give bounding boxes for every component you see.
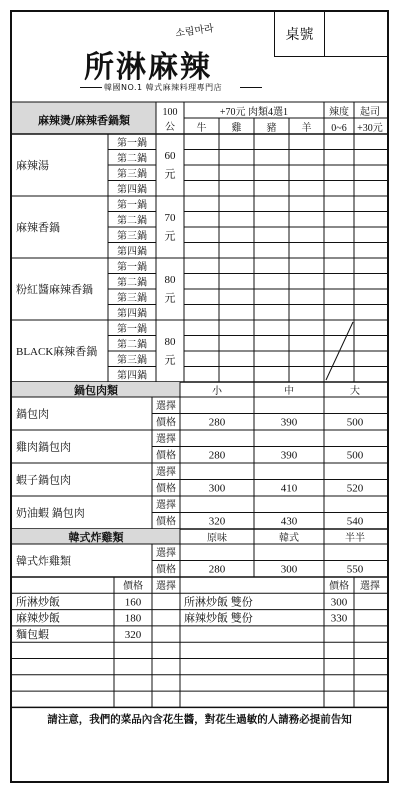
others-right-price-header: 價格 — [329, 581, 349, 592]
option-cell-1-1-2[interactable] — [254, 212, 289, 228]
option-cell-0-1-0[interactable] — [184, 150, 219, 166]
pot-rice-select-label-3: 選擇 — [156, 500, 176, 511]
fried-chicken-price-label: 價格 — [156, 564, 176, 576]
pot-rice-price-3-2: 540 — [346, 515, 364, 528]
pot-rice-price-2-2: 520 — [346, 482, 364, 495]
pot-rice-size-2: 大 — [350, 386, 360, 397]
others-left-price-header: 價格 — [123, 581, 143, 592]
pot-rice-price-1-0: 280 — [208, 449, 226, 462]
option-cell-2-1-0[interactable] — [184, 274, 219, 290]
fried-chicken-flavor-2: 半半 — [345, 533, 365, 544]
option-cell-3-1-3[interactable] — [289, 336, 324, 352]
hotpot-item-unit-1: 元 — [164, 230, 176, 243]
option-cell-0-2-0[interactable] — [184, 165, 219, 181]
option-cell-1-0-4[interactable] — [324, 196, 354, 212]
option-cell-2-0-2[interactable] — [254, 258, 289, 274]
others-right-select-header: 選擇 — [360, 581, 380, 592]
pot-rice-item-1: 雞肉鍋包肉 — [16, 441, 71, 454]
option-cell-0-0-3[interactable] — [289, 134, 324, 150]
option-cell-3-2-4[interactable] — [324, 351, 354, 367]
round-label-1-3: 第四鍋 — [117, 246, 147, 258]
option-cell-2-3-5[interactable] — [354, 305, 387, 321]
hotpot-item-0: 麻辣湯 — [16, 160, 49, 172]
pot-rice-select-label-0: 選擇 — [156, 401, 176, 412]
option-cell-1-1-0[interactable] — [184, 212, 219, 228]
option-cell-1-0-5[interactable] — [354, 196, 387, 212]
option-cell-1-1-5[interactable] — [354, 212, 387, 228]
option-cell-1-2-3[interactable] — [289, 227, 324, 243]
pot-rice-price-label-3: 價格 — [156, 516, 176, 528]
option-cell-2-1-2[interactable] — [254, 274, 289, 290]
option-cell-3-0-4[interactable] — [324, 320, 354, 336]
round-label-1-0: 第一鍋 — [117, 200, 147, 211]
logo-title: 所淋麻辣 — [84, 50, 212, 85]
hotpot-item-unit-3: 元 — [164, 354, 176, 367]
option-cell-2-3-3[interactable] — [289, 305, 324, 321]
pot-rice-price-2-1: 410 — [280, 482, 298, 495]
fried-chicken-select-cell-1[interactable] — [254, 544, 324, 561]
pot-rice-item-3: 奶油蝦 鍋包肉 — [16, 507, 85, 520]
option-cell-1-3-1[interactable] — [219, 243, 254, 259]
option-cell-0-0-5[interactable] — [354, 134, 387, 150]
pot-rice-select-cell-0-0[interactable] — [180, 397, 254, 414]
option-cell-0-0-1[interactable] — [219, 134, 254, 150]
option-cell-1-0-0[interactable] — [184, 196, 219, 212]
option-cell-2-1-1[interactable] — [219, 274, 254, 290]
option-cell-3-0-2[interactable] — [254, 320, 289, 336]
others-left-select-cell-0[interactable] — [152, 593, 180, 609]
fried-chicken-flavor-0: 原味 — [207, 533, 227, 544]
hotpot-item-price-0: 60 — [164, 149, 176, 162]
option-cell-3-1-0[interactable] — [184, 336, 219, 352]
fried-chicken-select-cell-0[interactable] — [180, 544, 254, 561]
pot-rice-select-cell-3-1[interactable] — [254, 496, 324, 513]
option-cell-0-2-1[interactable] — [219, 165, 254, 181]
option-cell-3-3-0[interactable] — [184, 367, 219, 383]
pot-rice-price-0-1: 390 — [280, 416, 298, 429]
others-right-select-cell-1[interactable] — [354, 610, 387, 626]
option-cell-3-1-4[interactable] — [324, 336, 354, 352]
round-label-3-3: 第四鍋 — [117, 370, 147, 382]
hotpot-item-price-1: 70 — [164, 211, 176, 224]
footer-allergy-note: 請注意，我們的菜品內含花生醬，對花生過敏的人請務必提前告知 — [47, 713, 352, 726]
option-cell-3-1-1[interactable] — [219, 336, 254, 352]
pot-rice-price-label-2: 價格 — [156, 483, 176, 495]
option-cell-2-1-5[interactable] — [354, 274, 387, 290]
option-cell-1-3-3[interactable] — [289, 243, 324, 259]
option-cell-0-1-4[interactable] — [324, 150, 354, 166]
option-cell-3-2-2[interactable] — [254, 351, 289, 367]
option-cell-3-0-0[interactable] — [184, 320, 219, 336]
option-cell-2-2-3[interactable] — [289, 289, 324, 305]
round-label-0-2: 第三鍋 — [117, 169, 147, 180]
pot-rice-price-label-0: 價格 — [156, 417, 176, 429]
meat-option-1: 雞 — [231, 123, 242, 134]
round-label-2-0: 第一鍋 — [117, 262, 147, 273]
option-cell-0-3-3[interactable] — [289, 181, 324, 197]
others-left-price-2: 320 — [124, 628, 142, 641]
fried-chicken-price-1: 300 — [280, 563, 298, 576]
round-label-2-1: 第二鍋 — [117, 277, 147, 289]
pot-rice-price-2-0: 300 — [208, 482, 226, 495]
round-label-1-1: 第二鍋 — [117, 215, 147, 227]
pot-rice-select-cell-1-2[interactable] — [324, 430, 387, 447]
hotpot-price-header-unit: 公 — [165, 122, 175, 133]
fried-chicken-title: 韓式炸雞類 — [68, 531, 124, 544]
hotpot-item-3: BLACK麻辣香鍋 — [16, 346, 98, 358]
order-grid — [12, 12, 387, 781]
option-cell-2-1-3[interactable] — [289, 274, 324, 290]
round-label-3-1: 第二鍋 — [117, 339, 147, 351]
hotpot-item-price-2: 80 — [164, 273, 176, 286]
option-cell-3-3-5[interactable] — [354, 367, 387, 383]
others-left-select-cell-2[interactable] — [152, 626, 180, 642]
hotpot-item-price-3: 80 — [164, 335, 176, 348]
option-cell-1-2-4[interactable] — [324, 227, 354, 243]
hotpot-item-unit-0: 元 — [164, 168, 176, 181]
option-cell-1-2-0[interactable] — [184, 227, 219, 243]
option-cell-1-2-1[interactable] — [219, 227, 254, 243]
round-label-2-3: 第四鍋 — [117, 308, 147, 320]
option-cell-1-3-2[interactable] — [254, 243, 289, 259]
option-cell-3-2-1[interactable] — [219, 351, 254, 367]
option-cell-0-1-3[interactable] — [289, 150, 324, 166]
table-number-label: 桌號 — [274, 12, 324, 57]
hotpot-item-1: 麻辣香鍋 — [16, 222, 60, 234]
option-cell-1-2-5[interactable] — [354, 227, 387, 243]
pot-rice-select-cell-3-2[interactable] — [324, 496, 387, 513]
pot-rice-price-3-1: 430 — [280, 515, 298, 528]
option-cell-1-1-4[interactable] — [324, 212, 354, 228]
logo-subtitle: 韓國NO.1 韓式麻辣料理專門店 — [104, 83, 223, 92]
option-cell-2-0-3[interactable] — [289, 258, 324, 274]
option-cell-0-1-5[interactable] — [354, 150, 387, 166]
cheese-header: 起司 — [360, 107, 380, 118]
pot-rice-select-cell-2-2[interactable] — [324, 463, 387, 480]
option-cell-1-0-1[interactable] — [219, 196, 254, 212]
option-cell-2-0-1[interactable] — [219, 258, 254, 274]
option-cell-2-2-5[interactable] — [354, 289, 387, 305]
others-right-item-0: 所淋炒飯 雙份 — [184, 596, 253, 609]
pot-rice-item-2: 蝦子鍋包肉 — [16, 474, 71, 487]
option-cell-3-0-3[interactable] — [289, 320, 324, 336]
option-cell-2-3-4[interactable] — [324, 305, 354, 321]
others-left-price-1: 180 — [124, 612, 142, 625]
pot-rice-select-cell-0-2[interactable] — [324, 397, 387, 414]
option-cell-3-3-3[interactable] — [289, 367, 324, 383]
fried-chicken-price-0: 280 — [208, 563, 226, 576]
option-cell-3-0-1[interactable] — [219, 320, 254, 336]
option-cell-3-2-0[interactable] — [184, 351, 219, 367]
others-left-item-1: 麻辣炒飯 — [16, 612, 60, 625]
option-cell-0-3-4[interactable] — [324, 181, 354, 197]
others-left-item-0: 所淋炒飯 — [16, 596, 60, 609]
pot-rice-select-cell-3-0[interactable] — [180, 496, 254, 513]
option-cell-0-2-3[interactable] — [289, 165, 324, 181]
others-left-select-cell-1[interactable] — [152, 610, 180, 626]
option-cell-2-0-5[interactable] — [354, 258, 387, 274]
option-cell-2-2-0[interactable] — [184, 289, 219, 305]
meat-option-3: 羊 — [301, 123, 312, 134]
option-cell-0-3-5[interactable] — [354, 181, 387, 197]
hotpot-title: 麻辣燙/麻辣香鍋類 — [37, 114, 131, 127]
hotpot-item-2: 粉紅醬麻辣香鍋 — [16, 284, 93, 296]
option-cell-3-3-1[interactable] — [219, 367, 254, 383]
option-cell-2-0-0[interactable] — [184, 258, 219, 274]
option-cell-1-3-5[interactable] — [354, 243, 387, 259]
fried-chicken-select-label: 選擇 — [156, 548, 176, 559]
pot-rice-select-cell-1-0[interactable] — [180, 430, 254, 447]
option-cell-0-0-0[interactable] — [184, 134, 219, 150]
others-right-item-1: 麻辣炒飯 雙份 — [184, 612, 253, 625]
option-cell-3-2-5[interactable] — [354, 351, 387, 367]
logo-korean: 소림마라 — [174, 23, 215, 40]
option-cell-0-3-0[interactable] — [184, 181, 219, 197]
round-label-3-0: 第一鍋 — [117, 324, 147, 335]
option-cell-0-1-2[interactable] — [254, 150, 289, 166]
others-left-item-2: 麵包蝦 — [16, 628, 49, 641]
others-left-select-header: 選擇 — [156, 581, 176, 592]
pot-rice-item-0: 鍋包肉 — [16, 408, 49, 421]
cheese-price: +30元 — [357, 123, 383, 134]
option-cell-1-2-2[interactable] — [254, 227, 289, 243]
round-label-0-1: 第二鍋 — [117, 153, 147, 165]
option-cell-0-3-2[interactable] — [254, 181, 289, 197]
round-label-0-0: 第一鍋 — [117, 138, 147, 149]
option-cell-3-1-5[interactable] — [354, 336, 387, 352]
hotpot-item-unit-2: 元 — [164, 292, 176, 305]
pot-rice-price-0-0: 280 — [208, 416, 226, 429]
option-cell-1-1-3[interactable] — [289, 212, 324, 228]
option-cell-0-3-1[interactable] — [219, 181, 254, 197]
option-cell-1-3-4[interactable] — [324, 243, 354, 259]
pot-rice-price-0-2: 500 — [346, 416, 364, 429]
round-label-3-2: 第三鍋 — [117, 355, 147, 366]
round-label-1-2: 第三鍋 — [117, 231, 147, 242]
option-cell-1-1-1[interactable] — [219, 212, 254, 228]
option-cell-3-2-3[interactable] — [289, 351, 324, 367]
option-cell-2-0-4[interactable] — [324, 258, 354, 274]
option-cell-2-3-0[interactable] — [184, 305, 219, 321]
round-label-0-3: 第四鍋 — [117, 184, 147, 196]
pot-rice-size-0: 小 — [212, 386, 222, 397]
option-cell-2-3-2[interactable] — [254, 305, 289, 321]
fried-chicken-flavor-1: 韓式 — [279, 533, 299, 544]
fried-chicken-item-0: 韓式炸雞類 — [16, 555, 71, 568]
others-right-price-0: 300 — [330, 596, 348, 609]
pot-rice-select-cell-0-1[interactable] — [254, 397, 324, 414]
option-cell-3-0-5[interactable] — [354, 320, 387, 336]
pot-rice-price-label-1: 價格 — [156, 450, 176, 462]
option-cell-2-3-1[interactable] — [219, 305, 254, 321]
spice-header: 辣度 — [329, 107, 349, 118]
pot-rice-price-3-0: 320 — [208, 515, 226, 528]
fried-chicken-price-2: 550 — [346, 563, 364, 576]
meat-header: +70元 肉類4選1 — [219, 107, 289, 118]
option-cell-2-2-2[interactable] — [254, 289, 289, 305]
pot-rice-select-cell-2-1[interactable] — [254, 463, 324, 480]
others-right-select-cell-0[interactable] — [354, 593, 387, 609]
option-cell-0-1-1[interactable] — [219, 150, 254, 166]
others-right-price-1: 330 — [330, 612, 348, 625]
option-cell-1-0-3[interactable] — [289, 196, 324, 212]
hotpot-price-header: 100 — [162, 107, 178, 118]
option-cell-0-2-4[interactable] — [324, 165, 354, 181]
option-cell-3-1-2[interactable] — [254, 336, 289, 352]
pot-rice-select-cell-1-1[interactable] — [254, 430, 324, 447]
option-cell-2-1-4[interactable] — [324, 274, 354, 290]
others-left-price-0: 160 — [124, 596, 142, 609]
option-cell-2-2-1[interactable] — [219, 289, 254, 305]
option-cell-2-2-4[interactable] — [324, 289, 354, 305]
fried-chicken-select-cell-2[interactable] — [324, 544, 387, 561]
pot-rice-select-label-2: 選擇 — [156, 467, 176, 478]
pot-rice-size-1: 中 — [284, 386, 294, 397]
option-cell-0-2-5[interactable] — [354, 165, 387, 181]
option-cell-0-2-2[interactable] — [254, 165, 289, 181]
option-cell-0-0-4[interactable] — [324, 134, 354, 150]
pot-rice-select-label-1: 選擇 — [156, 434, 176, 445]
meat-option-0: 牛 — [196, 123, 207, 134]
option-cell-1-0-2[interactable] — [254, 196, 289, 212]
pot-rice-price-1-1: 390 — [280, 449, 298, 462]
pot-rice-select-cell-2-0[interactable] — [180, 463, 254, 480]
spice-range: 0~6 — [331, 123, 347, 134]
order-sheet — [10, 10, 389, 783]
meat-option-2: 豬 — [266, 123, 277, 134]
pot-rice-title: 鍋包肉類 — [74, 384, 118, 397]
option-cell-3-3-2[interactable] — [254, 367, 289, 383]
option-cell-1-3-0[interactable] — [184, 243, 219, 259]
option-cell-0-0-2[interactable] — [254, 134, 289, 150]
round-label-2-2: 第三鍋 — [117, 293, 147, 304]
pot-rice-price-1-2: 500 — [346, 449, 364, 462]
